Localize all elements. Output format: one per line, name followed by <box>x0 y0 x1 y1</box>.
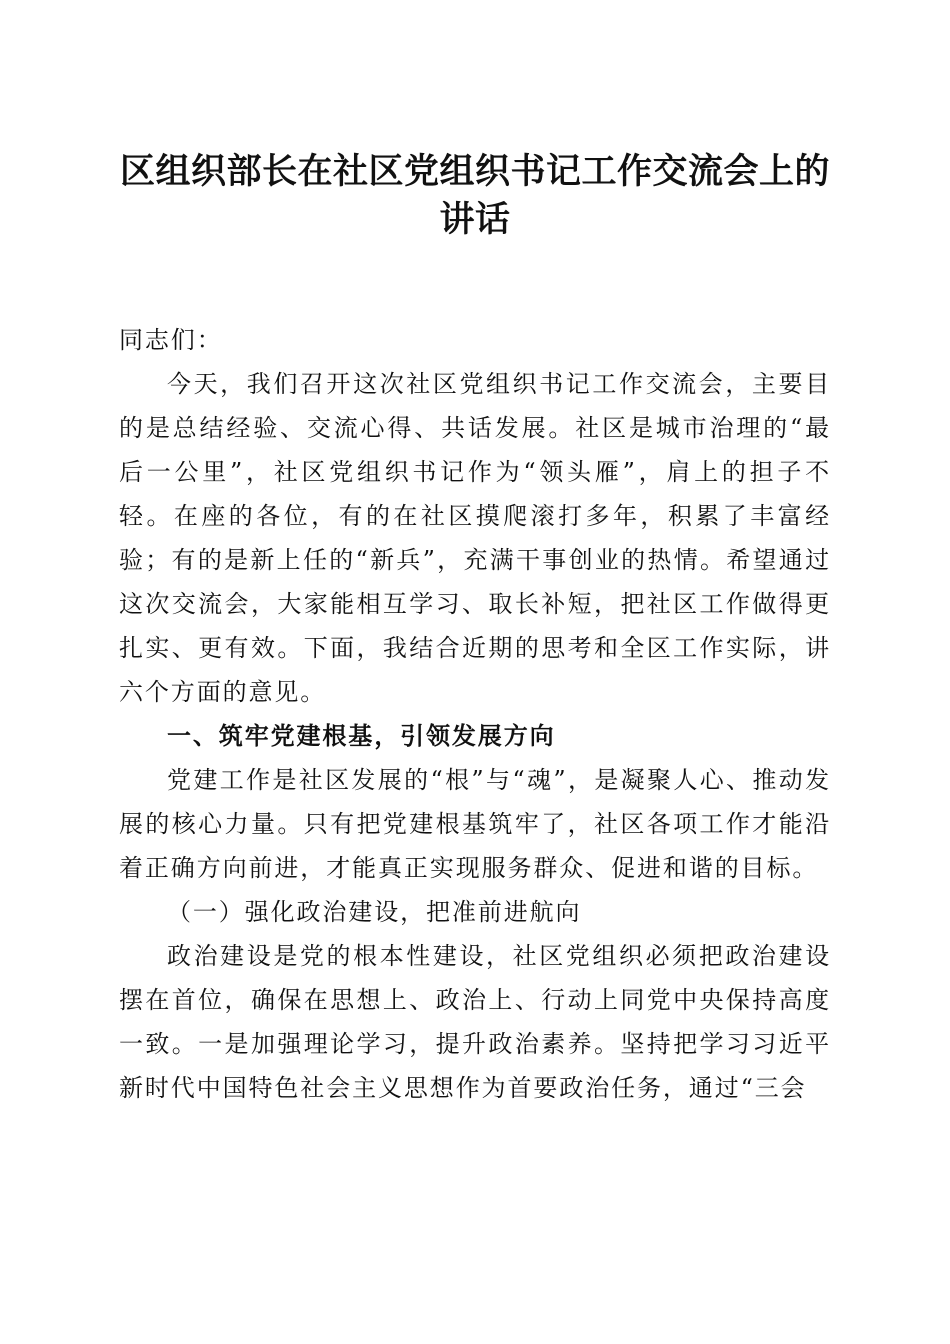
salutation: 同志们： <box>119 326 223 354</box>
section-heading-1: 一、筑牢党建根基，引领发展方向 <box>167 722 556 750</box>
document-body <box>119 318 831 1110</box>
subsection-1-paragraph: 政治建设是党的根本性建设，社区党组织必须把政治建设摆在首位，确保在思想上、政治上、行动上同党中央保持高度一致。一是加强理论学习，提升政治素养。坚持把学习习近平新时代中国特色社会主义思想作为首要政治任务，通过“三会 <box>119 942 831 1102</box>
intro-paragraph: 今天，我们召开这次社区党组织书记工作交流会，主要目的是总结经验、交流心得、共话发展。社区是城市治理的“最后一公里”，社区党组织书记作为“领头雁”，肩上的担子不轻。在座的各位，有的在社区摸爬滚打多年，积累了丰富经验；有的是新上任的“新兵”，充满干事创业的热情。希望通过这次交流会，大家能相互学习、取长补短，把社区工作做得更扎实、更有效。下面，我结合近期的思考和全区工作实际，讲六个方面的意见。 <box>119 370 831 706</box>
document-title: 区组织部长在社区党组织书记工作交流会上的讲话 <box>119 151 830 240</box>
section-1-paragraph: 党建工作是社区发展的“根”与“魂”，是凝聚人心、推动发展的核心力量。只有把党建根基筑牢了，社区各项工作才能沿着正确方向前进，才能真正实现服务群众、促进和谐的目标。 <box>119 766 831 882</box>
subsection-heading-1: （一）强化政治建设，把准前进航向 <box>167 898 582 926</box>
